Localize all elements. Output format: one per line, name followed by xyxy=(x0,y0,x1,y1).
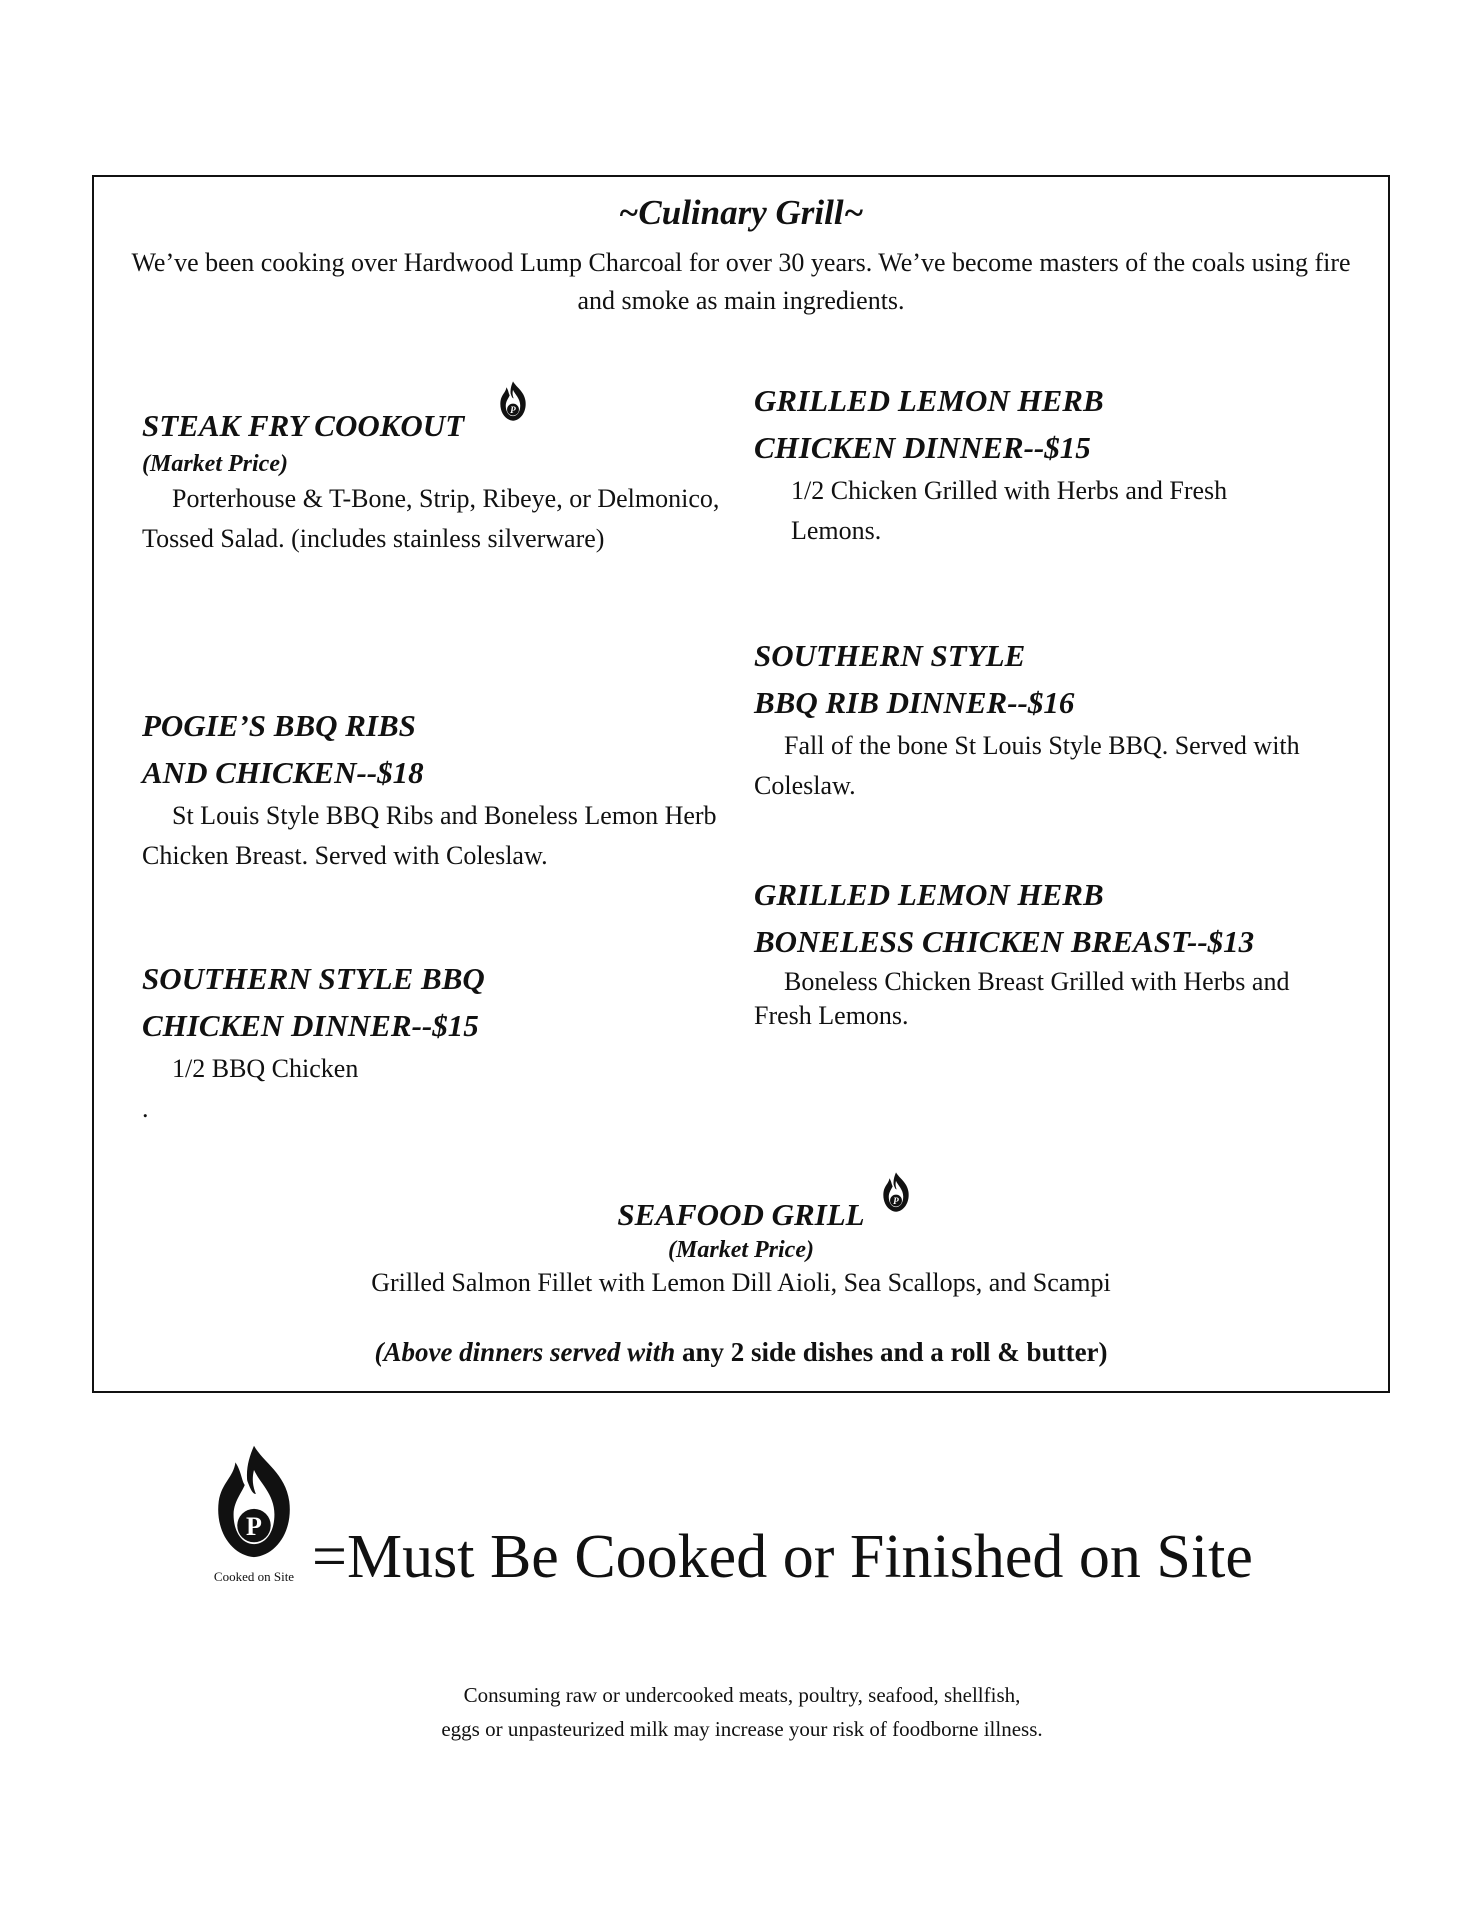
menu-item-name-line-1: POGIE’S BBQ RIBS xyxy=(142,708,416,743)
menu-item-description: St Louis Style BBQ Ribs and Boneless Lemon Herb Chicken Breast. Served with Coleslaw. xyxy=(142,801,717,870)
menu-item-name-line-1: GRILLED LEMON HERB xyxy=(754,383,1104,418)
menu-item-name: SEAFOOD GRILL xyxy=(617,1195,864,1235)
cooked-on-site-flame-icon xyxy=(204,1442,304,1584)
menu-item-description: Fall of the bone St Louis Style BBQ. Served with Coleslaw. xyxy=(754,731,1300,800)
disclaimer-line-2: eggs or unpasteurized milk may increase your risk of foodborne illness. xyxy=(441,1717,1043,1741)
menu-item-description: 1/2 BBQ Chicken xyxy=(172,1054,359,1083)
menu-item-description: Porterhouse & T-Bone, Strip, Ribeye, or Delmonico, Tossed Salad. (includes stainless silverware) xyxy=(142,484,720,553)
menu-item-price-note: (Market Price) xyxy=(668,1237,814,1263)
served-with-note: (Above dinners served with any 2 side dishes and a roll & butter) xyxy=(374,1337,1108,1367)
menu-item-name-line-1: SOUTHERN STYLE BBQ xyxy=(142,961,485,996)
menu-item-name-line-1: GRILLED LEMON HERB xyxy=(754,877,1104,912)
menu-item-seafood-grill xyxy=(94,1195,1388,1301)
menu-item-grilled-lemon-herb-chicken-dinner xyxy=(754,377,1314,551)
menu-item-steak-fry-cookout xyxy=(142,402,722,559)
menu-title: ~Culinary Grill~ xyxy=(618,193,864,232)
menu-item-name-line-1: SOUTHERN STYLE xyxy=(754,638,1026,673)
cooked-on-site-flame-icon xyxy=(877,1171,915,1217)
legend-logo-caption: Cooked on Site xyxy=(213,1569,295,1584)
menu-item-name-line-2: CHICKEN DINNER--$15 xyxy=(142,1008,479,1043)
menu-item-name-line-2: CHICKEN DINNER--$15 xyxy=(754,430,1091,465)
menu-item-name: STEAK FRY COOKOUT xyxy=(142,402,722,449)
culinary-grill-menu-box xyxy=(92,175,1390,1393)
menu-item-name-line-2: BBQ RIB DINNER--$16 xyxy=(754,685,1075,720)
disclaimer-line-1: Consuming raw or undercooked meats, poultry, seafood, shellfish, xyxy=(463,1683,1021,1707)
menu-item-description: Boneless Chicken Breast Grilled with Herbs and Fresh Lemons. xyxy=(754,967,1290,1030)
cooked-on-site-flame-icon xyxy=(494,380,532,426)
menu-intro: We’ve been cooking over Hardwood Lump Charcoal for over 30 years. We’ve become masters of the coals using fire and smoke as main ingredients. xyxy=(131,248,1351,315)
menu-item-name-line-2: AND CHICKEN--$18 xyxy=(142,755,424,790)
menu-item-name-line-2: BONELESS CHICKEN BREAST--$13 xyxy=(754,924,1255,959)
menu-item-grilled-lemon-herb-boneless-chicken-breast xyxy=(754,871,1314,1033)
menu-item-trailing-mark: . xyxy=(142,1094,149,1123)
menu-item-southern-style-bbq-rib-dinner xyxy=(754,632,1314,806)
menu-item-pogies-bbq-ribs-and-chicken xyxy=(142,702,722,876)
menu-item-description: Grilled Salmon Fillet with Lemon Dill Aioli, Sea Scallops, and Scampi xyxy=(371,1268,1111,1297)
legend-text: =Must Be Cooked or Finished on Site xyxy=(312,1523,1253,1591)
foodborne-illness-disclaimer xyxy=(0,1678,1484,1746)
menu-item-southern-style-bbq-chicken-dinner xyxy=(142,955,722,1129)
menu-item-description: 1/2 Chicken Grilled with Herbs and Fresh Lemons. xyxy=(791,476,1228,545)
menu-item-price-note: (Market Price) xyxy=(142,451,288,477)
